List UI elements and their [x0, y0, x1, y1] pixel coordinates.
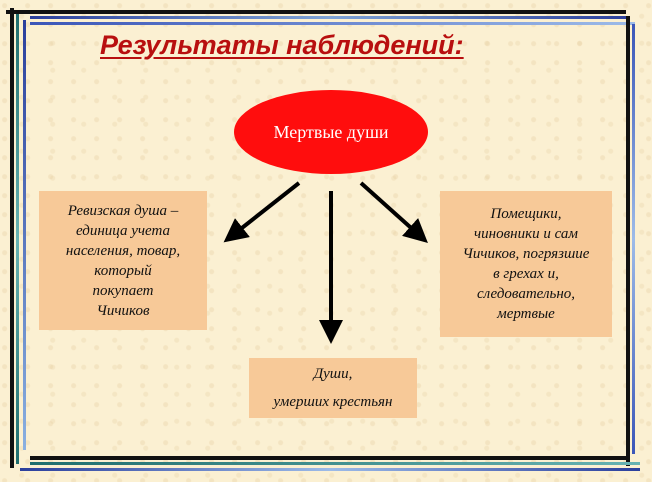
left-box-line: покупает	[92, 282, 154, 299]
center-node-label: Мертвые души	[273, 121, 389, 142]
right-box-line: мертвые	[497, 306, 555, 322]
right-box-line: чиновники и сам	[474, 226, 578, 242]
left-box-line: который	[94, 262, 152, 279]
right-box-line: следовательно,	[476, 286, 576, 302]
bottom-box-line: умерших крестьян	[273, 394, 393, 410]
bottom-box-line: Души,	[313, 366, 353, 382]
left-box-line: единица учета	[75, 222, 171, 239]
right-box-line: Чичиков, погрязшие	[462, 246, 590, 262]
right-box-line: в грехах и,	[493, 266, 559, 282]
bottom-box	[249, 358, 417, 418]
left-box-line: Ревизская душа –	[67, 202, 179, 219]
left-box	[39, 191, 207, 330]
left-box-line: населения, товар,	[65, 242, 181, 259]
arrow-left	[233, 183, 299, 235]
arrow-right	[361, 183, 419, 235]
page-title: Результаты наблюдений:	[100, 30, 464, 60]
right-box-line: Помещики,	[490, 206, 562, 222]
right-box	[440, 191, 612, 337]
left-box-line: Чичиков	[96, 302, 150, 319]
